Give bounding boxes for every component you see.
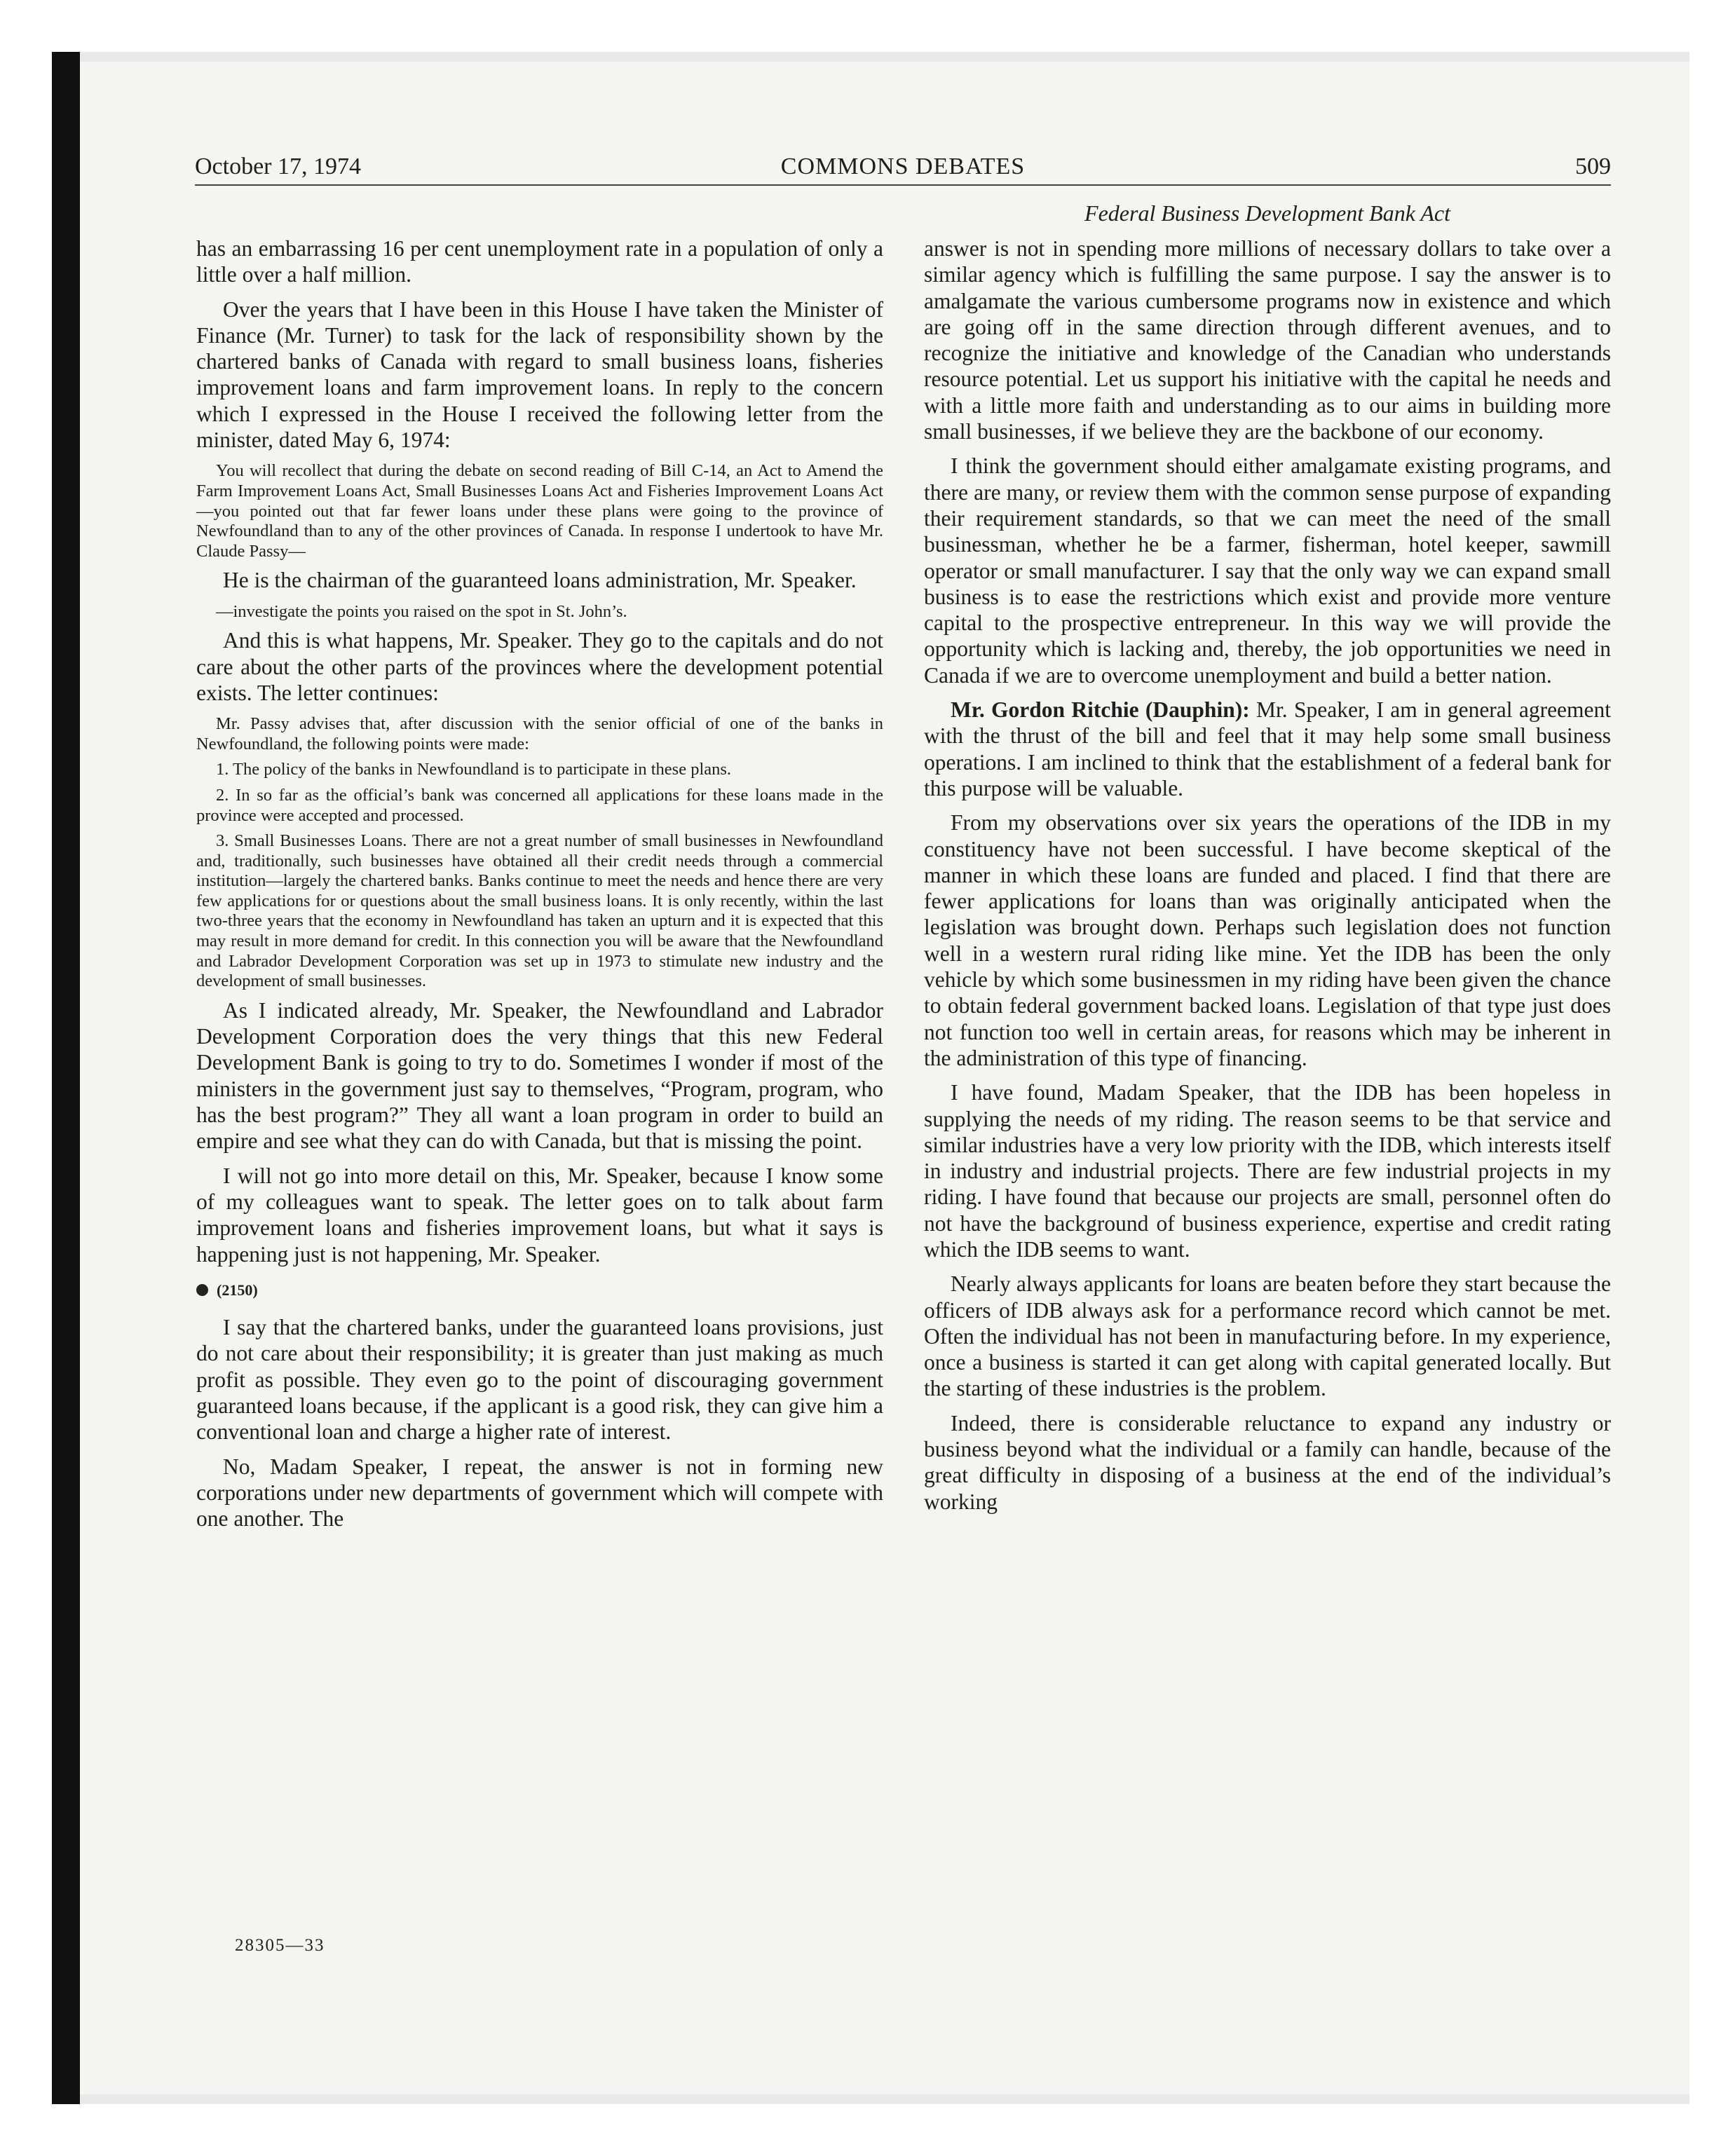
time-marker-text: (2150)	[217, 1281, 258, 1299]
paragraph: As I indicated already, Mr. Speaker, the Newfoundland and Labrador Development Corporation does the very things that this new Federal Development Bank is going to try to do. Sometimes I wonder if most of the ministers in the government just say to themselves, “Program, program, who has the best program?” They all want a loan program in order to build an empire and see what they can do with Canada, but that is missing the point.	[196, 997, 883, 1154]
quoted-letter: You will recollect that during the debate on second reading of Bill C-14, an Act to Amend the Farm Improvement Loans Act, Small Businesses Loans Act and Fisheries Improvement Loans Act—you pointed out that far fewer loans under these plans were going to the province of Newfoundland than to any of the other provinces of Canada. In response I undertook to have Mr. Claude Passy—	[196, 461, 883, 561]
paragraph: answer is not in spending more millions of necessary dollars to take over a similar agency which is fulfilling the same purpose. I say the answer is to amalgamate the various cumbersome programs now in existence and which are going off in the same direction through different avenues, and to recognize the initiative and knowledge of the Canadian who understands resource potential. Let us support his initiative with the capital he needs and with a little more faith and understanding as to our aims in building more small businesses, if we believe they are the backbone of our economy.	[924, 236, 1611, 444]
quoted-letter: 2. In so far as the official’s bank was concerned all applications for these loans made in the province were accepted and processed.	[196, 785, 883, 825]
right-column	[924, 236, 1611, 1523]
paragraph: From my observations over six years the operations of the IDB in my constituency have not been successful. I have become skeptical of the manner in which these loans are funded and placed. I find that there are fewer applications for loans than was originally anticipated when the legislation was brought down. Perhaps such legislation does not function well in a western rural riding like mine. Yet the IDB has been the only vehicle by which some businessmen in my riding have been given the chance to obtain federal government backed loans. Legislation of that type just does not function too well in certain areas, for reasons which may be inherent in the administration of this type of financing.	[924, 810, 1611, 1070]
paragraph: I have found, Madam Speaker, that the IDB has been hopeless in supplying the needs of my riding. The reason seems to be that service and similar industries have a very low priority with the IDB, which interests itself in industry and industrial projects. There are few industrial projects in my riding. I have found that because our projects are small, personnel often do not have the background of business experience, expertise and credit rating which the IDB seems to want.	[924, 1080, 1611, 1262]
paragraph: has an embarrassing 16 per cent unemployment rate in a population of only a little over a half million.	[196, 236, 883, 287]
paragraph: No, Madam Speaker, I repeat, the answer is not in forming new corporations under new departments of government which will compete with one another. The	[196, 1454, 883, 1531]
speaker-paragraph	[924, 697, 1611, 801]
bullet-icon	[196, 1284, 208, 1296]
paragraph: And this is what happens, Mr. Speaker. They go to the capitals and do not care about the other parts of the provinces where the development potential exists. The letter continues:	[196, 628, 883, 705]
quoted-letter: 3. Small Businesses Loans. There are not a great number of small businesses in Newfoundland and, traditionally, such businesses have obtained all their credit needs through a commercial institution—largely the chartered banks. Banks continue to meet the needs and hence there are very few applications for or questions about the small business loans. It is only recently, within the last two-three years that the economy in Newfoundland has taken an upturn and it is expected that this may result in more demand for credit. In this connection you will be aware that the Newfoundland and Labrador Development Corporation was set up in 1973 to stimulate new industry and the development of small businesses.	[196, 831, 883, 991]
paragraph: Indeed, there is considerable reluctance to expand any industry or business beyond what the individual or a family can handle, because of the great difficulty in disposing of a business at the end of the individual’s working	[924, 1410, 1611, 1514]
page-header	[195, 144, 1611, 186]
scan-edge-bar	[52, 52, 80, 2104]
time-marker	[196, 1277, 883, 1303]
speaker-name: Mr. Gordon Ritchie (Dauphin):	[951, 697, 1250, 723]
running-title: Federal Business Development Bank Act	[1084, 200, 1450, 226]
header-page-number: 509	[1575, 153, 1611, 179]
quoted-letter: —investigate the points you raised on the spot in St. John’s.	[216, 601, 627, 621]
header-publication: COMMONS DEBATES	[780, 153, 1026, 179]
paragraph: I say that the chartered banks, under the guaranteed loans provisions, just do not care about their responsibility; it is greater than just making as much profit as possible. They even go to the point of discouraging government guaranteed loans because, if the applicant is a good risk, they can give him a conventional loan and charge a higher rate of interest.	[196, 1315, 883, 1445]
paragraph: Nearly always applicants for loans are beaten before they start because the officers of IDB always ask for a performance record which cannot be met. Often the individual has not been in manufacturing before. In my experience, once a business is started it can get along with capital generated locally. But the starting of these industries is the problem.	[924, 1271, 1611, 1401]
paragraph: Over the years that I have been in this House I have taken the Minister of Finance (Mr. Turner) to task for the lack of responsibility shown by the chartered banks of Canada with regard to small business loans, fisheries improvement loans and farm improvement loans. In reply to the concern which I expressed in the House I received the following letter from the minister, dated May 6, 1974:	[196, 296, 883, 453]
header-date: October 17, 1974	[195, 153, 362, 179]
speaker-text: Mr. Speaker, I am in general agreement with the thrust of the bill and feel that it may help some small business operations. I am inclined to think that the establishment of a federal bank for this purpose will be valuable.	[924, 697, 1612, 800]
paragraph: I think the government should either amalgamate existing programs, and there are many, or review them with the common sense purpose of expanding their requirement standards, so that we can meet the need of the small businessman, whether he be a farmer, fisherman, hotel keeper, sawmill operator or small manufacturer. I say that the only way we can expand small business is to ease the restrictions which exist and provide more venture capital to the prospective entrepreneur. In this way we will provide the opportunity which is lacking and, thereby, the job opportunities we need in Canada if we are to overcome unemployment and build a better nation.	[924, 453, 1611, 688]
quoted-letter: 1. The policy of the banks in Newfoundland is to participate in these plans.	[216, 760, 732, 779]
paragraph: I will not go into more detail on this, Mr. Speaker, because I know some of my colleagues want to speak. The letter goes on to talk about farm improvement loans and fisheries improvement loans, but what it says is happening just is not happening, Mr. Speaker.	[196, 1163, 883, 1267]
paragraph: He is the chairman of the guaranteed loans administration, Mr. Speaker.	[223, 568, 857, 593]
quoted-letter: Mr. Passy advises that, after discussion with the senior official of one of the banks in Newfoundland, the following points were made:	[196, 714, 883, 753]
footer-code: 28305—33	[235, 1936, 325, 1955]
scan-bottom-border	[80, 2094, 1689, 2104]
left-column	[196, 236, 883, 1540]
scan-top-border	[80, 52, 1689, 62]
